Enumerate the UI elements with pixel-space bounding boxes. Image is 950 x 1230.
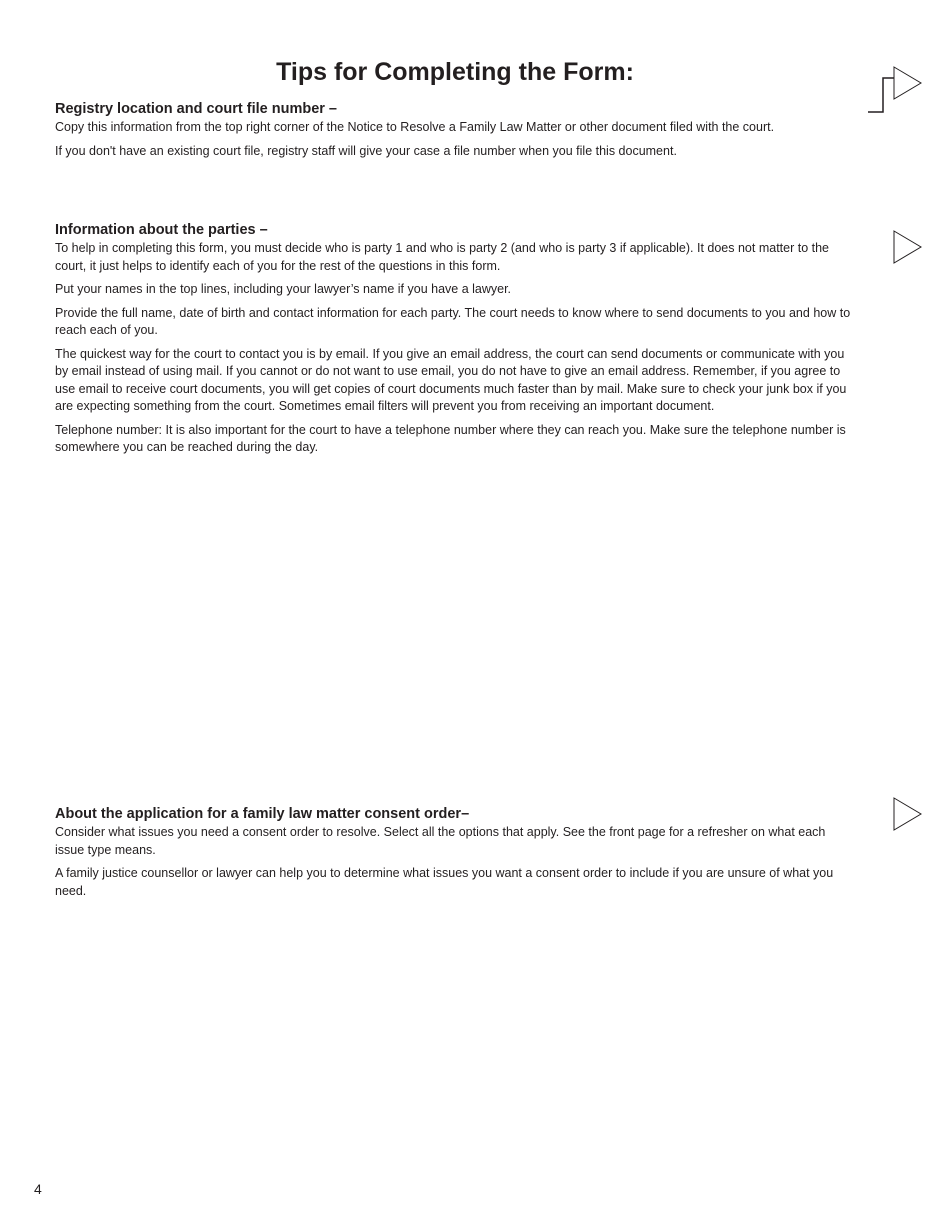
section-paragraph: To help in completing this form, you must decide who is party 1 and who is party 2 (and who is party 3 if applicable). It does not matter to the court, it just helps to identify each of you for the rest of the questions in this form. bbox=[55, 241, 830, 273]
page-number: 4 bbox=[34, 1181, 42, 1197]
page-title: Tips for Completing the Form: bbox=[276, 58, 634, 86]
section-paragraph: Copy this information from the top right corner of the Notice to Resolve a Family Law Matter or other document filed with the court. bbox=[55, 120, 775, 134]
corner-bracket-icon bbox=[866, 76, 896, 116]
section-paragraph: Telephone number: It is also important for the court to have a telephone number where they can reach you. Make sure the telephone number is somewhere you can be reached during the day. bbox=[55, 422, 846, 454]
section-consent-order bbox=[55, 805, 855, 906]
section-paragraph: Consider what issues you need a consent order to resolve. Select all the options that apply. See the front page for a refresher on what each issue type means. bbox=[55, 825, 826, 857]
section-heading: Registry location and court file number – bbox=[55, 101, 337, 117]
triangle-pointer-icon bbox=[893, 66, 923, 100]
triangle-pointer-icon bbox=[893, 797, 923, 831]
section-heading: About the application for a family law matter consent order– bbox=[55, 806, 470, 822]
section-paragraph: Provide the full name, date of birth and contact information for each party. The court needs to know where to send documents to you and how to reach each of you. bbox=[55, 305, 851, 337]
triangle-pointer-icon bbox=[893, 230, 923, 264]
section-paragraph: A family justice counsellor or lawyer can help you to determine what issues you want a consent order to include if you are unsure of what you need. bbox=[55, 866, 834, 898]
section-registry-location bbox=[55, 100, 855, 166]
section-heading: Information about the parties – bbox=[55, 222, 268, 238]
section-paragraph: Put your names in the top lines, including your lawyer’s name if you have a lawyer. bbox=[55, 282, 512, 296]
section-paragraph: If you don't have an existing court file, registry staff will give your case a file number when you file this document. bbox=[55, 143, 677, 158]
section-paragraph: The quickest way for the court to contact you is by email. If you give an email address, the court can send documents or communicate with you by email instead of using mail. If you cannot or do not want to use email, you do not have to give an email address. Remember, if you agree to use email to receive court documents, you will get copies of court documents much faster than by mail. Make sure to check your junk box if you are expecting something from the court. Sometimes email filters will prevent you from receiving an important document. bbox=[55, 346, 847, 413]
section-parties-information bbox=[55, 221, 855, 463]
